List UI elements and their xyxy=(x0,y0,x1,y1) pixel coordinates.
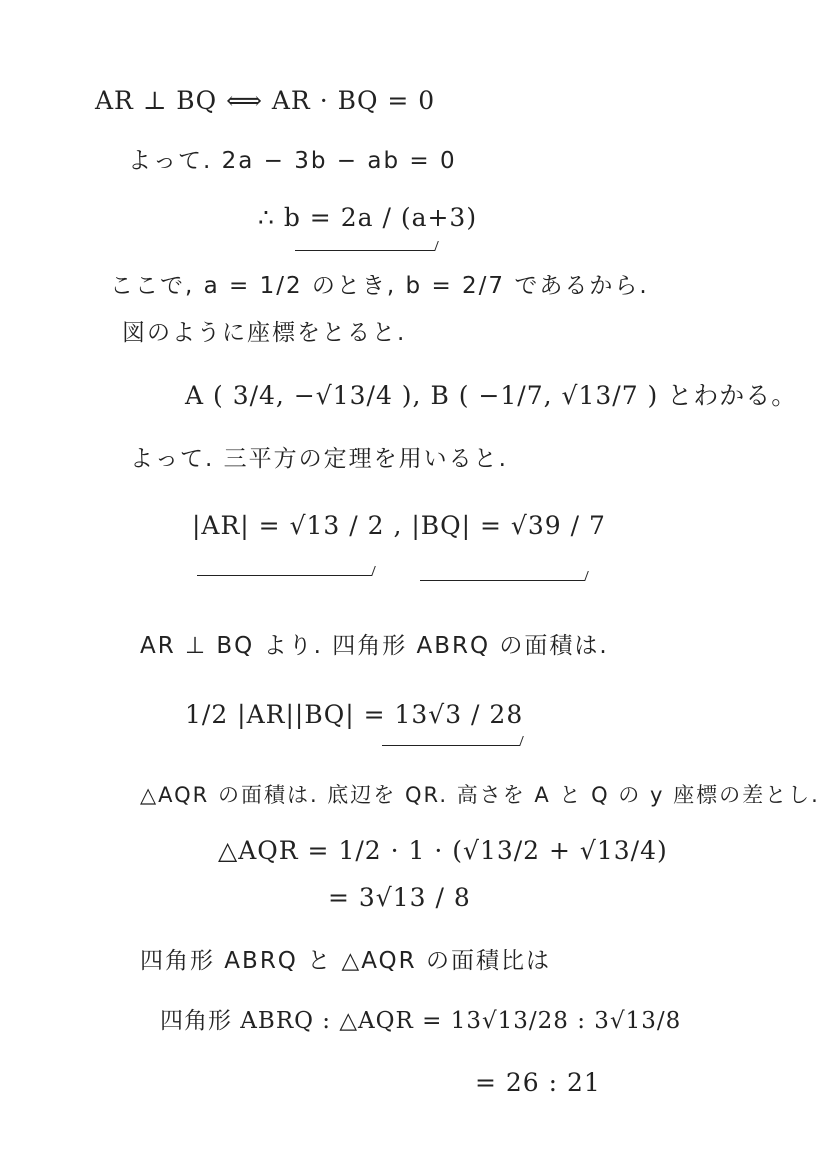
coordinate-setup: 図のように座標をとると. xyxy=(122,320,407,346)
quadrilateral-area-intro: AR ⊥ BQ より. 四角形 ABRQ の面積は. xyxy=(140,633,609,659)
quadrilateral-area-underline xyxy=(382,745,520,746)
perpendicular-condition: AR ⊥ BQ ⟺ AR · BQ = 0 xyxy=(95,86,436,115)
quadrilateral-area-value: 1/2 |AR||BQ| = 13√3 / 28 xyxy=(185,700,524,729)
triangle-area-expression: △AQR = 1/2 · 1 · (√13/2 + √13/4) xyxy=(218,836,668,865)
pythagorean-statement: よって. 三平方の定理を用いると. xyxy=(130,446,508,472)
b-formula: ∴ b = 2a / (a+3) xyxy=(258,203,478,232)
ar-magnitude-underline xyxy=(197,575,372,576)
b-formula-underline xyxy=(295,250,435,251)
vector-magnitudes: |AR| = √13 / 2 , |BQ| = √39 / 7 xyxy=(192,511,606,540)
point-coordinates: A ( 3/4, −√13/4 ), B ( −1/7, √13/7 ) とわかる。 xyxy=(185,381,798,410)
dot-product-equation: よって. 2a − 3b − ab = 0 xyxy=(128,148,457,174)
triangle-area-value: = 3√13 / 8 xyxy=(328,883,471,912)
area-ratio-intro: 四角形 ABRQ と △AQR の面積比は xyxy=(140,948,551,974)
area-ratio-result: = 26 : 21 xyxy=(475,1068,601,1097)
substitution-statement: ここで, a = 1/2 のとき, b = 2/7 であるから. xyxy=(110,273,649,299)
triangle-area-intro: △AQR の面積は. 底辺を QR. 高さを A と Q の y 座標の差とし. xyxy=(140,783,820,807)
bq-magnitude-underline xyxy=(420,580,585,581)
area-ratio-expression: 四角形 ABRQ : △AQR = 13√13/28 : 3√13/8 xyxy=(160,1008,682,1034)
